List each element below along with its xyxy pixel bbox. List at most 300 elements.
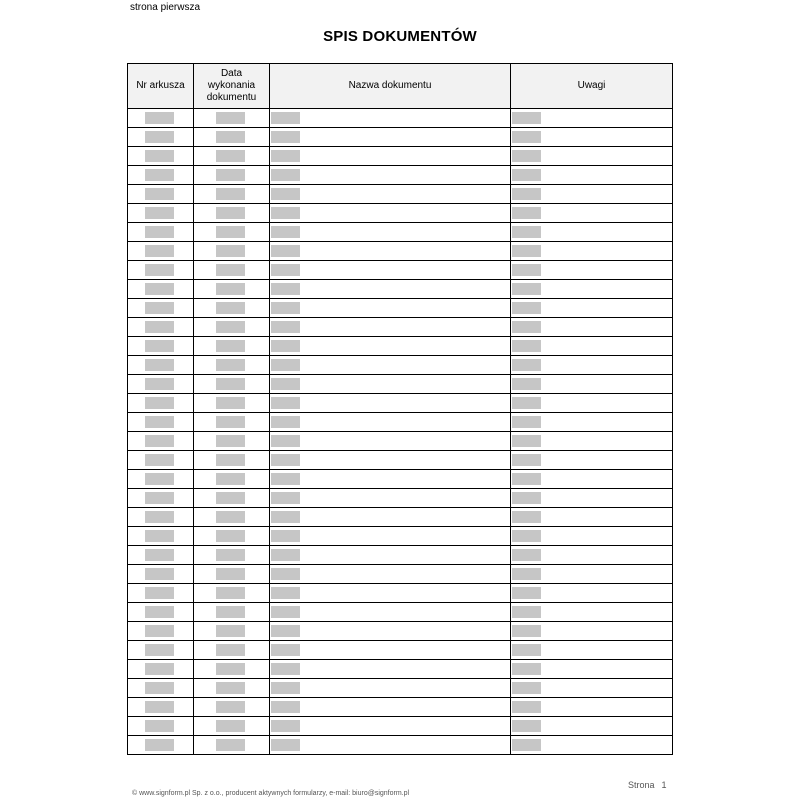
- table-row: [128, 470, 673, 489]
- table-row: [128, 299, 673, 318]
- table-row: [128, 717, 673, 736]
- cell-sheet-number: [128, 299, 194, 318]
- cell-remarks: [511, 622, 673, 641]
- remarks-input-field[interactable]: [512, 454, 541, 466]
- cell-remarks: [511, 375, 673, 394]
- cell-date: [194, 147, 270, 166]
- sheet-number-input-field[interactable]: [145, 340, 174, 352]
- table-row: [128, 356, 673, 375]
- date-input-field[interactable]: [216, 663, 245, 675]
- cell-document-name: [270, 698, 511, 717]
- date-input-field[interactable]: [216, 720, 245, 732]
- document-name-input-field[interactable]: [271, 644, 300, 656]
- cell-sheet-number: [128, 109, 194, 128]
- page-title: SPIS DOKUMENTÓW: [323, 28, 477, 45]
- remarks-input-field[interactable]: [512, 739, 541, 751]
- cell-document-name: [270, 128, 511, 147]
- sheet-number-input-field[interactable]: [145, 302, 174, 314]
- date-input-field[interactable]: [216, 283, 245, 295]
- date-input-field[interactable]: [216, 397, 245, 409]
- sheet-number-input-field[interactable]: [145, 739, 174, 751]
- cell-remarks: [511, 337, 673, 356]
- cell-sheet-number: [128, 128, 194, 147]
- remarks-input-field[interactable]: [512, 340, 541, 352]
- date-input-field[interactable]: [216, 492, 245, 504]
- cell-sheet-number: [128, 660, 194, 679]
- remarks-input-field[interactable]: [512, 188, 541, 200]
- cell-date: [194, 413, 270, 432]
- document-name-input-field[interactable]: [271, 739, 300, 751]
- cell-date: [194, 337, 270, 356]
- cell-document-name: [270, 527, 511, 546]
- cell-document-name: [270, 147, 511, 166]
- cell-sheet-number: [128, 432, 194, 451]
- document-name-input-field[interactable]: [271, 587, 300, 599]
- cell-remarks: [511, 717, 673, 736]
- cell-document-name: [270, 242, 511, 261]
- table-row: [128, 128, 673, 147]
- cell-sheet-number: [128, 242, 194, 261]
- cell-remarks: [511, 413, 673, 432]
- cell-date: [194, 489, 270, 508]
- date-input-field[interactable]: [216, 207, 245, 219]
- remarks-input-field[interactable]: [512, 435, 541, 447]
- cell-date: [194, 565, 270, 584]
- document-name-input-field[interactable]: [271, 169, 300, 181]
- cell-remarks: [511, 185, 673, 204]
- cell-sheet-number: [128, 394, 194, 413]
- remarks-input-field[interactable]: [512, 207, 541, 219]
- cell-date: [194, 261, 270, 280]
- cell-document-name: [270, 622, 511, 641]
- cell-date: [194, 698, 270, 717]
- document-name-input-field[interactable]: [271, 511, 300, 523]
- cell-sheet-number: [128, 261, 194, 280]
- cell-remarks: [511, 394, 673, 413]
- cell-sheet-number: [128, 470, 194, 489]
- document-name-input-field[interactable]: [271, 606, 300, 618]
- table-row: [128, 603, 673, 622]
- remarks-input-field[interactable]: [512, 511, 541, 523]
- cell-document-name: [270, 280, 511, 299]
- cell-document-name: [270, 470, 511, 489]
- remarks-input-field[interactable]: [512, 473, 541, 485]
- cell-document-name: [270, 432, 511, 451]
- remarks-input-field[interactable]: [512, 644, 541, 656]
- date-input-field[interactable]: [216, 549, 245, 561]
- cell-sheet-number: [128, 679, 194, 698]
- document-name-input-field[interactable]: [271, 530, 300, 542]
- cell-document-name: [270, 603, 511, 622]
- sheet-number-input-field[interactable]: [145, 226, 174, 238]
- cell-date: [194, 622, 270, 641]
- cell-document-name: [270, 489, 511, 508]
- date-input-field[interactable]: [216, 568, 245, 580]
- document-name-input-field[interactable]: [271, 454, 300, 466]
- date-input-field[interactable]: [216, 530, 245, 542]
- cell-remarks: [511, 299, 673, 318]
- table-row: [128, 565, 673, 584]
- date-input-field[interactable]: [216, 473, 245, 485]
- cell-date: [194, 508, 270, 527]
- cell-date: [194, 660, 270, 679]
- document-name-input-field[interactable]: [271, 720, 300, 732]
- document-name-input-field[interactable]: [271, 549, 300, 561]
- cell-remarks: [511, 565, 673, 584]
- remarks-input-field[interactable]: [512, 682, 541, 694]
- date-input-field[interactable]: [216, 188, 245, 200]
- document-name-input-field[interactable]: [271, 283, 300, 295]
- date-input-field[interactable]: [216, 302, 245, 314]
- remarks-input-field[interactable]: [512, 492, 541, 504]
- document-name-input-field[interactable]: [271, 226, 300, 238]
- remarks-input-field[interactable]: [512, 416, 541, 428]
- document-name-input-field[interactable]: [271, 492, 300, 504]
- cell-sheet-number: [128, 375, 194, 394]
- footer-copyright: © www.signform.pl Sp. z o.o., producent aktywnych formularzy, e-mail: biuro@signform.pl: [132, 790, 410, 797]
- document-name-input-field[interactable]: [271, 131, 300, 143]
- date-input-field[interactable]: [216, 587, 245, 599]
- cell-remarks: [511, 698, 673, 717]
- cell-date: [194, 299, 270, 318]
- cell-document-name: [270, 375, 511, 394]
- remarks-input-field[interactable]: [512, 112, 541, 124]
- table-row: [128, 508, 673, 527]
- sheet-number-input-field[interactable]: [145, 682, 174, 694]
- date-input-field[interactable]: [216, 701, 245, 713]
- remarks-input-field[interactable]: [512, 625, 541, 637]
- document-name-input-field[interactable]: [271, 473, 300, 485]
- column-header-document-name: Nazwa dokumentu: [270, 64, 511, 109]
- cell-date: [194, 451, 270, 470]
- cell-date: [194, 204, 270, 223]
- column-header-date: Data wykonania dokumentu: [194, 64, 270, 109]
- cell-sheet-number: [128, 527, 194, 546]
- cell-remarks: [511, 641, 673, 660]
- remarks-input-field[interactable]: [512, 150, 541, 162]
- sheet-number-input-field[interactable]: [145, 245, 174, 257]
- sheet-number-input-field[interactable]: [145, 169, 174, 181]
- cell-sheet-number: [128, 204, 194, 223]
- remarks-input-field[interactable]: [512, 226, 541, 238]
- sheet-number-input-field[interactable]: [145, 264, 174, 276]
- document-name-input-field[interactable]: [271, 568, 300, 580]
- date-input-field[interactable]: [216, 435, 245, 447]
- cell-sheet-number: [128, 641, 194, 660]
- document-name-input-field[interactable]: [271, 435, 300, 447]
- document-name-input-field[interactable]: [271, 682, 300, 694]
- sheet-number-input-field[interactable]: [145, 644, 174, 656]
- sheet-number-input-field[interactable]: [145, 112, 174, 124]
- table-row: [128, 698, 673, 717]
- cell-sheet-number: [128, 166, 194, 185]
- document-name-input-field[interactable]: [271, 416, 300, 428]
- cell-sheet-number: [128, 147, 194, 166]
- cell-document-name: [270, 394, 511, 413]
- remarks-input-field[interactable]: [512, 397, 541, 409]
- sheet-number-input-field[interactable]: [145, 549, 174, 561]
- cell-document-name: [270, 337, 511, 356]
- table-row: [128, 413, 673, 432]
- date-input-field[interactable]: [216, 169, 245, 181]
- table-row: [128, 204, 673, 223]
- cell-sheet-number: [128, 413, 194, 432]
- cell-sheet-number: [128, 584, 194, 603]
- cell-sheet-number: [128, 185, 194, 204]
- sheet-number-input-field[interactable]: [145, 720, 174, 732]
- remarks-input-field[interactable]: [512, 321, 541, 333]
- document-name-input-field[interactable]: [271, 321, 300, 333]
- date-input-field[interactable]: [216, 511, 245, 523]
- date-input-field[interactable]: [216, 131, 245, 143]
- document-name-input-field[interactable]: [271, 264, 300, 276]
- cell-remarks: [511, 261, 673, 280]
- sheet-number-input-field[interactable]: [145, 378, 174, 390]
- cell-document-name: [270, 299, 511, 318]
- page-number: 1: [661, 780, 667, 790]
- cell-document-name: [270, 660, 511, 679]
- date-input-field[interactable]: [216, 340, 245, 352]
- cell-date: [194, 223, 270, 242]
- cell-remarks: [511, 470, 673, 489]
- sheet-number-input-field[interactable]: [145, 359, 174, 371]
- cell-remarks: [511, 356, 673, 375]
- cell-date: [194, 546, 270, 565]
- date-input-field[interactable]: [216, 112, 245, 124]
- cell-document-name: [270, 261, 511, 280]
- table-row: [128, 242, 673, 261]
- date-input-field[interactable]: [216, 245, 245, 257]
- cell-sheet-number: [128, 223, 194, 242]
- cell-sheet-number: [128, 546, 194, 565]
- page-caption: strona pierwsza: [130, 2, 201, 13]
- remarks-input-field[interactable]: [512, 283, 541, 295]
- cell-remarks: [511, 318, 673, 337]
- sheet-number-input-field[interactable]: [145, 473, 174, 485]
- cell-sheet-number: [128, 451, 194, 470]
- document-name-input-field[interactable]: [271, 663, 300, 675]
- document-name-input-field[interactable]: [271, 245, 300, 257]
- cell-date: [194, 527, 270, 546]
- cell-remarks: [511, 147, 673, 166]
- cell-sheet-number: [128, 565, 194, 584]
- table-row: [128, 109, 673, 128]
- cell-date: [194, 109, 270, 128]
- document-name-input-field[interactable]: [271, 340, 300, 352]
- remarks-input-field[interactable]: [512, 359, 541, 371]
- remarks-input-field[interactable]: [512, 245, 541, 257]
- cell-sheet-number: [128, 736, 194, 755]
- remarks-input-field[interactable]: [512, 606, 541, 618]
- remarks-input-field[interactable]: [512, 302, 541, 314]
- cell-date: [194, 641, 270, 660]
- cell-sheet-number: [128, 280, 194, 299]
- remarks-input-field[interactable]: [512, 663, 541, 675]
- cell-document-name: [270, 413, 511, 432]
- date-input-field[interactable]: [216, 682, 245, 694]
- cell-document-name: [270, 204, 511, 223]
- cell-date: [194, 166, 270, 185]
- date-input-field[interactable]: [216, 644, 245, 656]
- cell-remarks: [511, 242, 673, 261]
- table-header-row: [128, 64, 673, 109]
- sheet-number-input-field[interactable]: [145, 454, 174, 466]
- document-name-input-field[interactable]: [271, 397, 300, 409]
- table-row: [128, 660, 673, 679]
- cell-remarks: [511, 280, 673, 299]
- table-row: [128, 337, 673, 356]
- cell-date: [194, 432, 270, 451]
- cell-sheet-number: [128, 508, 194, 527]
- sheet-number-input-field[interactable]: [145, 530, 174, 542]
- sheet-number-input-field[interactable]: [145, 511, 174, 523]
- cell-remarks: [511, 109, 673, 128]
- cell-document-name: [270, 584, 511, 603]
- remarks-input-field[interactable]: [512, 264, 541, 276]
- date-input-field[interactable]: [216, 454, 245, 466]
- table-row: [128, 185, 673, 204]
- table-row: [128, 223, 673, 242]
- date-input-field[interactable]: [216, 606, 245, 618]
- remarks-input-field[interactable]: [512, 587, 541, 599]
- date-input-field[interactable]: [216, 321, 245, 333]
- sheet-number-input-field[interactable]: [145, 416, 174, 428]
- document-name-input-field[interactable]: [271, 625, 300, 637]
- cell-sheet-number: [128, 356, 194, 375]
- cell-date: [194, 736, 270, 755]
- cell-remarks: [511, 679, 673, 698]
- table-row: [128, 280, 673, 299]
- date-input-field[interactable]: [216, 378, 245, 390]
- cell-sheet-number: [128, 622, 194, 641]
- cell-document-name: [270, 717, 511, 736]
- document-name-input-field[interactable]: [271, 112, 300, 124]
- cell-remarks: [511, 527, 673, 546]
- cell-date: [194, 717, 270, 736]
- column-header-sheet-number: Nr arkusza: [128, 64, 194, 109]
- table-row: [128, 432, 673, 451]
- document-name-input-field[interactable]: [271, 378, 300, 390]
- cell-sheet-number: [128, 489, 194, 508]
- cell-date: [194, 394, 270, 413]
- table-row: [128, 679, 673, 698]
- document-name-input-field[interactable]: [271, 302, 300, 314]
- sheet-number-input-field[interactable]: [145, 150, 174, 162]
- date-input-field[interactable]: [216, 625, 245, 637]
- remarks-input-field[interactable]: [512, 131, 541, 143]
- table-row: [128, 527, 673, 546]
- cell-date: [194, 280, 270, 299]
- remarks-input-field[interactable]: [512, 568, 541, 580]
- cell-date: [194, 356, 270, 375]
- cell-document-name: [270, 679, 511, 698]
- date-input-field[interactable]: [216, 416, 245, 428]
- table-row: [128, 584, 673, 603]
- remarks-input-field[interactable]: [512, 169, 541, 181]
- sheet-number-input-field[interactable]: [145, 131, 174, 143]
- sheet-number-input-field[interactable]: [145, 397, 174, 409]
- cell-date: [194, 375, 270, 394]
- remarks-input-field[interactable]: [512, 720, 541, 732]
- cell-remarks: [511, 508, 673, 527]
- sheet-number-input-field[interactable]: [145, 701, 174, 713]
- cell-date: [194, 603, 270, 622]
- cell-sheet-number: [128, 337, 194, 356]
- cell-remarks: [511, 128, 673, 147]
- sheet-number-input-field[interactable]: [145, 188, 174, 200]
- remarks-input-field[interactable]: [512, 701, 541, 713]
- date-input-field[interactable]: [216, 150, 245, 162]
- cell-sheet-number: [128, 717, 194, 736]
- cell-document-name: [270, 185, 511, 204]
- page-indicator: [628, 780, 667, 790]
- cell-date: [194, 242, 270, 261]
- cell-remarks: [511, 489, 673, 508]
- cell-sheet-number: [128, 318, 194, 337]
- document-name-input-field[interactable]: [271, 359, 300, 371]
- cell-document-name: [270, 223, 511, 242]
- date-input-field[interactable]: [216, 739, 245, 751]
- sheet-number-input-field[interactable]: [145, 568, 174, 580]
- cell-date: [194, 185, 270, 204]
- table-row: [128, 546, 673, 565]
- cell-remarks: [511, 660, 673, 679]
- date-input-field[interactable]: [216, 226, 245, 238]
- remarks-input-field[interactable]: [512, 530, 541, 542]
- remarks-input-field[interactable]: [512, 378, 541, 390]
- cell-document-name: [270, 546, 511, 565]
- table-row: [128, 166, 673, 185]
- column-header-remarks: Uwagi: [511, 64, 673, 109]
- document-name-input-field[interactable]: [271, 150, 300, 162]
- cell-document-name: [270, 356, 511, 375]
- cell-remarks: [511, 166, 673, 185]
- cell-date: [194, 318, 270, 337]
- sheet-number-input-field[interactable]: [145, 663, 174, 675]
- date-input-field[interactable]: [216, 359, 245, 371]
- document-name-input-field[interactable]: [271, 701, 300, 713]
- document-name-input-field[interactable]: [271, 188, 300, 200]
- table-row: [128, 261, 673, 280]
- cell-date: [194, 470, 270, 489]
- cell-document-name: [270, 508, 511, 527]
- table-row: [128, 318, 673, 337]
- table-row: [128, 394, 673, 413]
- table-row: [128, 622, 673, 641]
- cell-date: [194, 679, 270, 698]
- date-input-field[interactable]: [216, 264, 245, 276]
- cell-remarks: [511, 603, 673, 622]
- cell-document-name: [270, 565, 511, 584]
- cell-remarks: [511, 223, 673, 242]
- sheet-number-input-field[interactable]: [145, 435, 174, 447]
- remarks-input-field[interactable]: [512, 549, 541, 561]
- cell-date: [194, 584, 270, 603]
- sheet-number-input-field[interactable]: [145, 321, 174, 333]
- cell-sheet-number: [128, 603, 194, 622]
- document-name-input-field[interactable]: [271, 207, 300, 219]
- table-row: [128, 489, 673, 508]
- cell-document-name: [270, 451, 511, 470]
- table-row: [128, 451, 673, 470]
- sheet-number-input-field[interactable]: [145, 283, 174, 295]
- cell-remarks: [511, 584, 673, 603]
- sheet-number-input-field[interactable]: [145, 492, 174, 504]
- sheet-number-input-field[interactable]: [145, 606, 174, 618]
- sheet-number-input-field[interactable]: [145, 625, 174, 637]
- sheet-number-input-field[interactable]: [145, 207, 174, 219]
- sheet-number-input-field[interactable]: [145, 587, 174, 599]
